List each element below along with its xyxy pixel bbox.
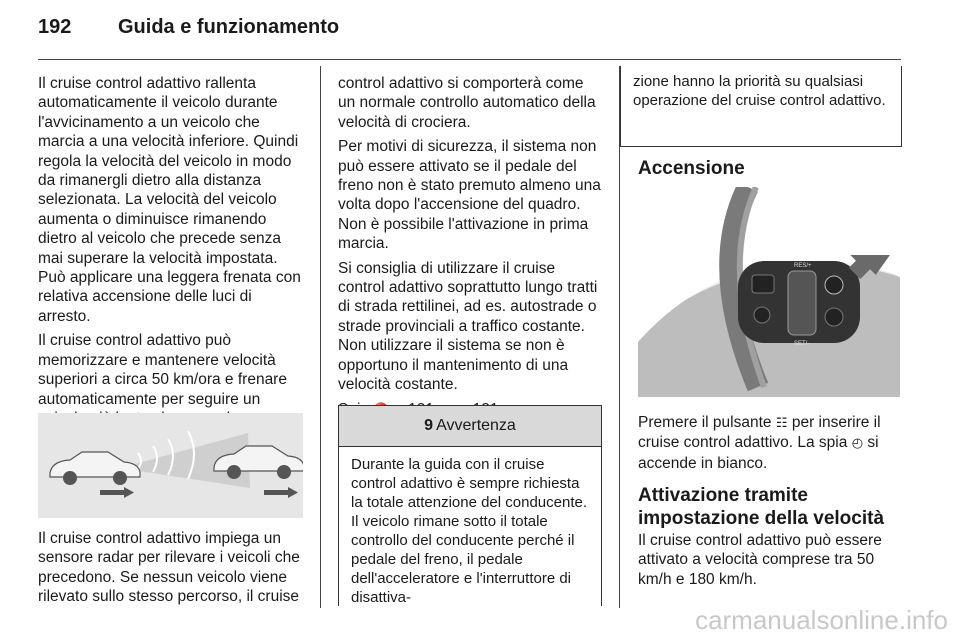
page-title: Guida e funzionamento xyxy=(118,16,340,38)
radar-illustration xyxy=(38,413,303,518)
column-2 xyxy=(338,74,604,425)
steering-wheel-illustration xyxy=(638,187,900,397)
car-radar-drawing xyxy=(38,413,303,518)
cancel-button-icon xyxy=(754,307,770,323)
acc-button-icon: ☷ xyxy=(775,416,788,431)
attivazione-text xyxy=(638,531,900,594)
rear-car-icon xyxy=(50,452,140,485)
paragraph: Il cruise control adattivo può memorizzare e mantenere velocità superiori a circa 50 km/ora e frenare automaticamente per seguire un xyxy=(38,332,287,408)
warning-box xyxy=(338,405,602,606)
column-1 xyxy=(38,74,304,453)
section-heading: Attivazione tramite impostazione della velocità xyxy=(638,485,885,529)
column-1-lower xyxy=(38,529,304,612)
acc-button-icon xyxy=(825,276,843,294)
steering-wheel-drawing xyxy=(638,187,900,397)
paragraph: control adattivo si comporterà come un normale controllo automatico della velocità di crociera. xyxy=(338,75,596,131)
page-number: 192 xyxy=(38,16,72,38)
direction-arrow-icon xyxy=(264,487,298,498)
warning-box-continued xyxy=(620,66,902,147)
warning-title: Avvertenza xyxy=(436,417,516,434)
warning-header xyxy=(339,406,601,447)
warning-icon: 9 xyxy=(424,417,434,434)
header-rule xyxy=(38,59,901,60)
column-divider-1 xyxy=(320,66,321,608)
warning-text-continued: zione hanno la priorità su qualsiasi operazione del cruise control adattivo. xyxy=(633,73,886,109)
paragraph: Il cruise control adattivo impiega un sensore radar per rilevare i veicoli che precedono. Se nessun veicolo viene rilevato sullo stesso percorso, il cruise xyxy=(38,530,300,606)
section-heading: Accensione xyxy=(638,158,745,179)
paragraph: Il cruise control adattivo può essere attivato a velocità comprese tra 50 km/h e 180 km/h. xyxy=(638,532,882,588)
page-header xyxy=(38,16,960,46)
paragraph: Si consiglia di utilizzare il cruise control adattivo soprattutto lungo tratti di strada rettilinei, ad es. autostrade o strade provinciali a traffico costante. Non utilizzare il sistema se non è opportuno il mantenimento di una velocità costante. xyxy=(338,259,598,394)
watermark: carmanualsonline.info xyxy=(695,605,948,635)
distance-button-icon xyxy=(825,308,843,326)
cruise-indicator-icon: ◴ xyxy=(851,436,864,452)
paragraph: Per motivi di sicurezza, il sistema non può essere attivato se il pedale del freno non è stato premuto almeno una volta dopo l'accensione del quadro. Non è possibile l'attivazione in prima marcia. xyxy=(338,138,601,253)
accensione-text xyxy=(638,413,900,478)
column-divider-2 xyxy=(619,66,620,608)
paragraph: Il cruise control adattivo rallenta automaticamente il veicolo durante l'avvicinamento a un veicolo che marcia a una velocità inferiore. Quindi regola la velocità del veicolo in modo da rimanergli dietro alla distanza selezionata. La velocità del veicolo aumenta o diminuisce rimanendo dietro al veicolo che precede senza mai superare la velocità impostata. Può applicare una leggera frenata con relativa accensione delle luci di arresto. xyxy=(38,75,301,325)
direction-arrow-icon xyxy=(100,487,134,498)
res-label: RES/+ xyxy=(794,263,812,269)
cruise-rocker-icon xyxy=(788,271,816,335)
paragraph: Premere il pulsante ☷ per inserire il cruise control adattivo. La spia ◴ si accende in bianco. xyxy=(638,414,881,472)
set-label: SET/- xyxy=(794,341,810,347)
warning-text: Durante la guida con il cruise control adattivo è sempre richiesta la totale attenzione del conducente. Il veicolo rimane sotto il totale controllo del conducente perché il pedale del freno, il pedale dell'acceleratore e l'interruttore di disattiva- xyxy=(351,456,588,606)
